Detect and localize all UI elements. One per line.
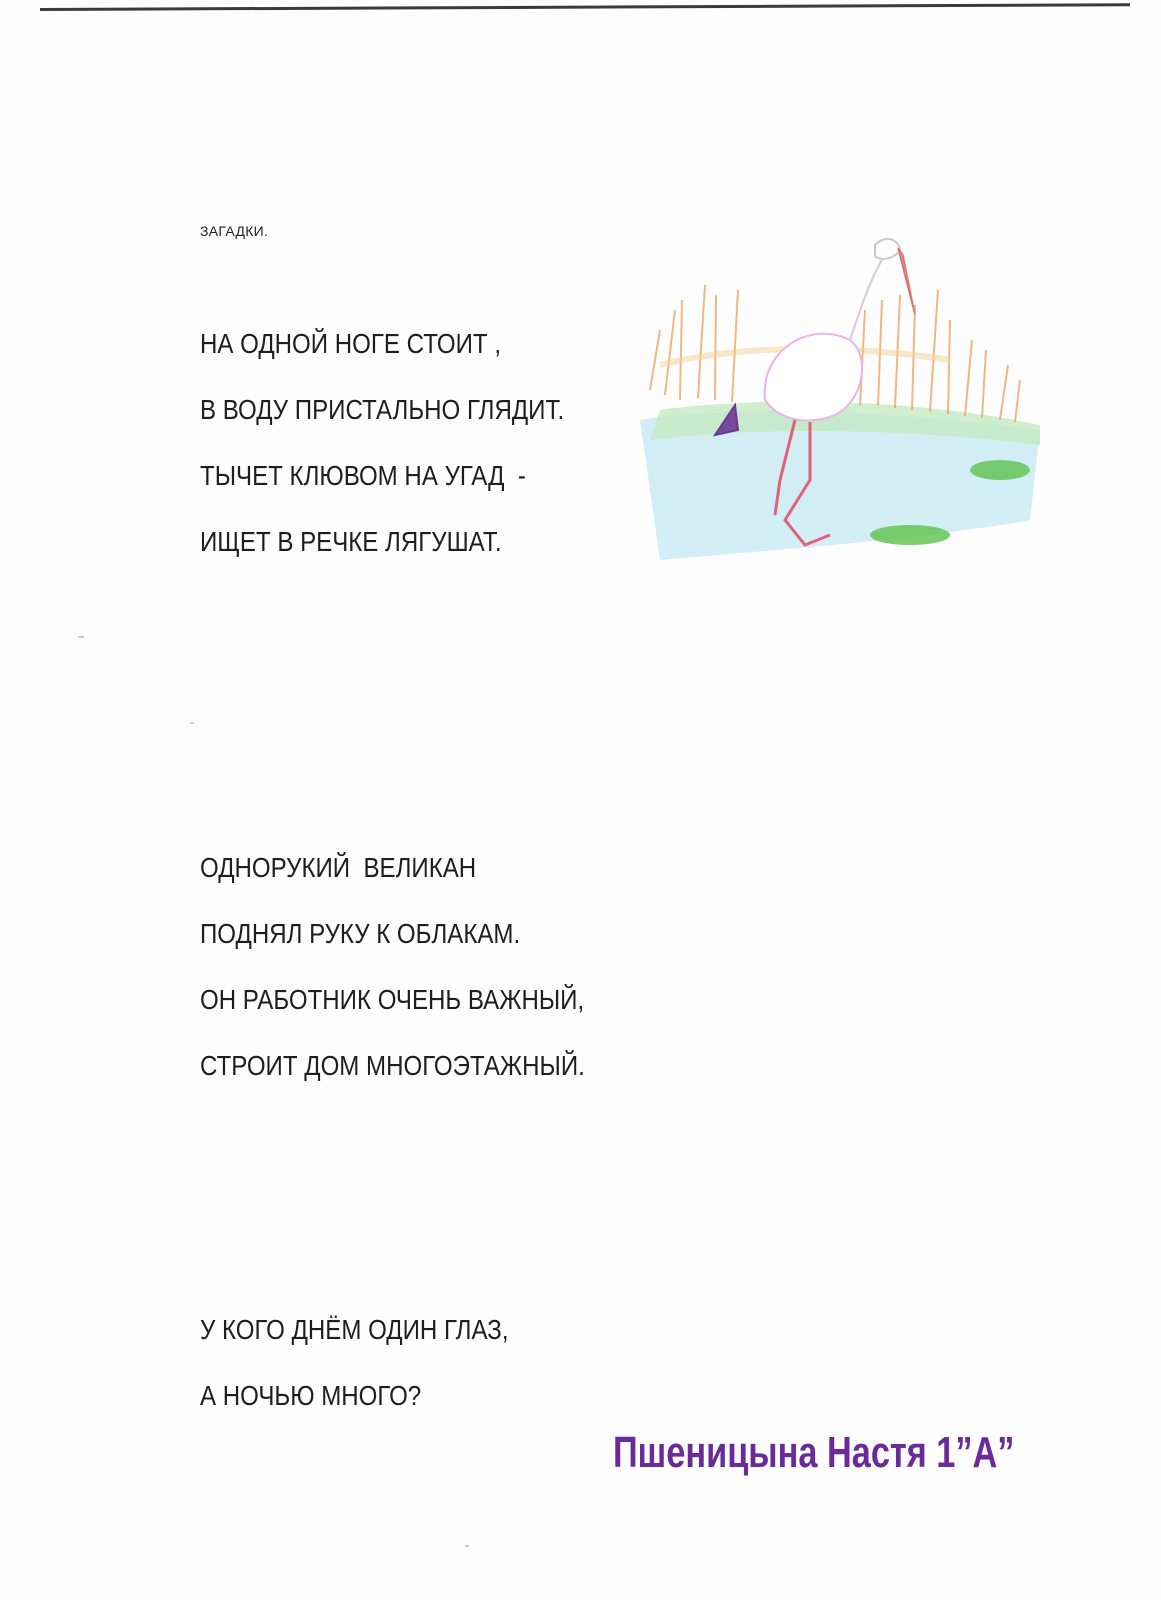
- riddle-line: ПОДНЯЛ РУКУ К ОБЛАКАМ.: [200, 918, 521, 949]
- scan-speck: [190, 722, 194, 724]
- riddle-stork: [200, 327, 623, 591]
- riddle-line: СТРОИТ ДОМ МНОГОЭТАЖНЫЙ.: [200, 1050, 585, 1081]
- riddle-line: У КОГО ДНЁМ ОДИН ГЛАЗ,: [200, 1314, 509, 1345]
- riddle-line: ОДНОРУКИЙ ВЕЛИКАН: [200, 852, 477, 883]
- riddle-line: ОН РАБОТНИК ОЧЕНЬ ВАЖНЫЙ,: [200, 984, 585, 1015]
- author-signature: Пшеницына Настя 1”А”: [613, 1428, 1015, 1477]
- riddle-line: НА ОДНОЙ НОГЕ СТОИТ ,: [200, 328, 502, 359]
- riddle-line: В ВОДУ ПРИСТАЛЬНО ГЛЯДИТ.: [200, 394, 565, 425]
- scan-speck: [78, 636, 84, 638]
- water-area: [640, 402, 1040, 560]
- riddle-line: ТЫЧЕТ КЛЮВОМ НА УГАД -: [200, 460, 526, 491]
- riddle-line: ИЩЕТ В РЕЧКЕ ЛЯГУШАТ.: [200, 526, 502, 557]
- document-heading: ЗАГАДКИ.: [200, 223, 269, 239]
- riddle-house: [200, 1313, 559, 1445]
- riddle-line: А НОЧЬЮ МНОГО?: [200, 1380, 422, 1411]
- riddle-crane: [200, 851, 648, 1115]
- top-border-line: [40, 3, 1130, 11]
- stork-drawing: [620, 190, 1060, 630]
- scan-speck: [465, 1545, 469, 1547]
